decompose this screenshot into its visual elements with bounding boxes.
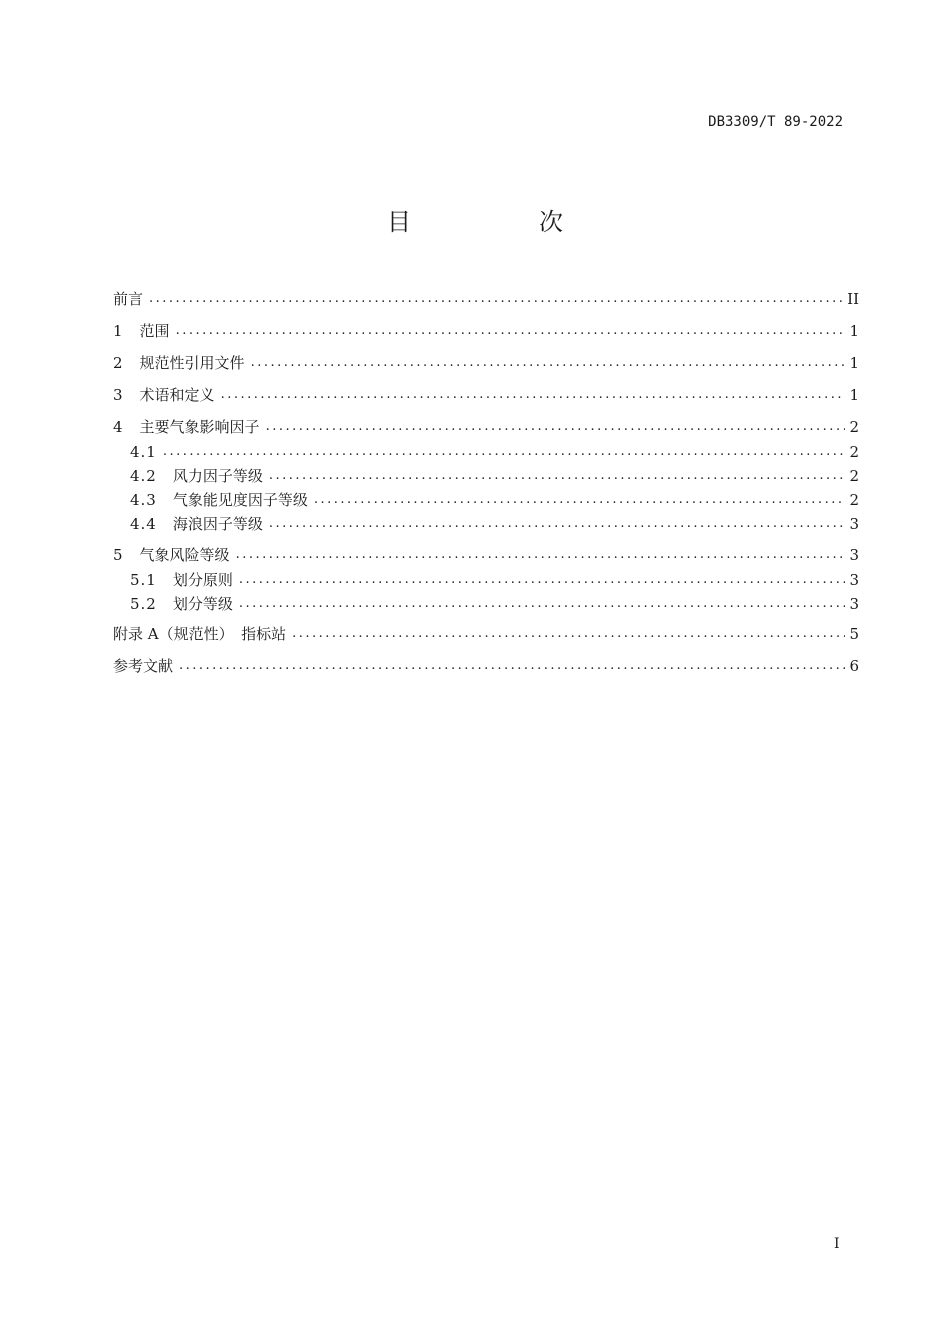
toc-entry-label: 附录 A（规范性） 指标站 bbox=[113, 625, 287, 643]
toc-leader-dots bbox=[176, 319, 846, 343]
toc-entry-page: 1 bbox=[849, 386, 859, 404]
toc-entry-label: 规范性引用文件 bbox=[139, 354, 245, 372]
toc-entry-number: 4 bbox=[113, 418, 140, 436]
toc-entry-number: 5.2 bbox=[130, 595, 173, 613]
toc-entry-label: 参考文献 bbox=[113, 657, 174, 675]
toc-entry-label: 主要气象影响因子 bbox=[139, 418, 260, 436]
toc-leader-dots bbox=[292, 622, 845, 646]
toc-entry-4-1[interactable] bbox=[113, 440, 859, 464]
toc-entry-page: II bbox=[847, 290, 859, 308]
toc-entry-label: 范围 bbox=[139, 322, 170, 340]
toc-entry-number: 2 bbox=[113, 354, 140, 372]
toc-entry-label: 划分原则 bbox=[172, 571, 233, 589]
toc-leader-dots bbox=[269, 464, 846, 488]
toc-entry-page: 2 bbox=[849, 491, 859, 509]
toc-entry-number: 4.2 bbox=[130, 467, 173, 485]
toc-entry-number: 1 bbox=[113, 322, 140, 340]
doc-code: DB3309/T 89-2022 bbox=[708, 114, 843, 130]
toc-entry-5-2[interactable] bbox=[113, 592, 859, 616]
toc-leader-dots bbox=[163, 440, 846, 464]
toc-entry-label: 前言 bbox=[113, 290, 144, 308]
toc-leader-dots bbox=[266, 415, 846, 439]
toc-title: 目 次 bbox=[387, 208, 615, 236]
toc-entry-page: 1 bbox=[849, 322, 859, 340]
toc-entry-number: 4.4 bbox=[130, 515, 173, 533]
toc-entry-number: 4.3 bbox=[130, 491, 173, 509]
toc-entry-number: 4.1 bbox=[130, 443, 157, 461]
toc-leader-dots bbox=[314, 488, 846, 512]
toc-entry-normative-references[interactable] bbox=[113, 351, 859, 375]
toc-entry-4-4[interactable] bbox=[113, 512, 859, 536]
toc-entry-label: 术语和定义 bbox=[139, 386, 215, 404]
toc-entry-page: 6 bbox=[849, 657, 859, 675]
toc-entry-terms[interactable] bbox=[113, 383, 859, 407]
toc-leader-dots bbox=[149, 287, 843, 311]
toc-entry-5-1[interactable] bbox=[113, 568, 859, 592]
toc-entry-page: 3 bbox=[849, 515, 859, 533]
toc-leader-dots bbox=[269, 512, 846, 536]
toc-entry-page: 3 bbox=[849, 571, 859, 589]
toc-entry-page: 3 bbox=[849, 546, 859, 564]
toc-entry-number: 3 bbox=[113, 386, 140, 404]
toc-entry-number: 5 bbox=[113, 546, 140, 564]
toc-leader-dots bbox=[221, 383, 846, 407]
toc-entry-label: 风力因子等级 bbox=[172, 467, 263, 485]
toc-entry-label: 气象能见度因子等级 bbox=[172, 491, 308, 509]
toc-entry-page: 5 bbox=[849, 625, 859, 643]
toc-entry-label: 海浪因子等级 bbox=[172, 515, 263, 533]
toc-entry-page: 2 bbox=[849, 443, 859, 461]
toc-entry-section-4[interactable] bbox=[113, 415, 859, 439]
toc-entry-label: 划分等级 bbox=[172, 595, 233, 613]
toc-leader-dots bbox=[251, 351, 846, 375]
toc-entry-bibliography[interactable] bbox=[113, 654, 859, 678]
toc-leader-dots bbox=[239, 592, 846, 616]
toc-entry-label: 气象风险等级 bbox=[139, 546, 230, 564]
toc-leader-dots bbox=[236, 543, 846, 567]
toc-entry-4-2[interactable] bbox=[113, 464, 859, 488]
toc-entry-scope[interactable] bbox=[113, 319, 859, 343]
toc-entry-page: 2 bbox=[849, 467, 859, 485]
toc-entry-foreword[interactable] bbox=[113, 287, 859, 311]
toc-entry-section-5[interactable] bbox=[113, 543, 859, 567]
toc-entry-page: 3 bbox=[849, 595, 859, 613]
toc-leader-dots bbox=[179, 654, 845, 678]
toc-entry-page: 1 bbox=[849, 354, 859, 372]
page-number: I bbox=[834, 1236, 840, 1252]
toc-leader-dots bbox=[239, 568, 846, 592]
toc-entry-4-3[interactable] bbox=[113, 488, 859, 512]
toc-entry-page: 2 bbox=[849, 418, 859, 436]
toc-entry-appendix-a[interactable] bbox=[113, 622, 859, 646]
toc-entry-number: 5.1 bbox=[130, 571, 173, 589]
